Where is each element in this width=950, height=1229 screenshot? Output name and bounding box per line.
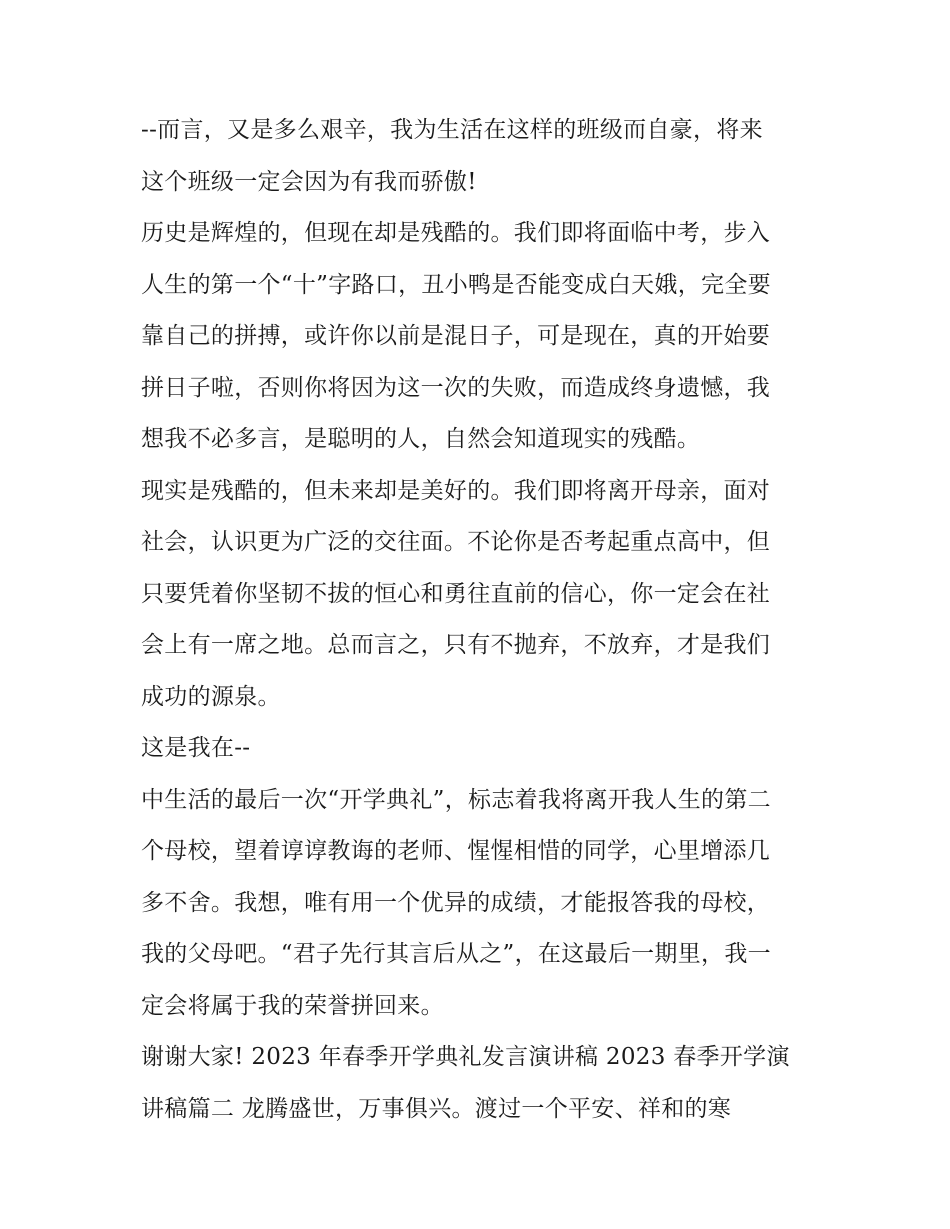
text-line: 谢谢大家! 2023 年春季开学典礼发言演讲稿 2023 春季开学演 bbox=[141, 1044, 790, 1070]
text-line: 只要凭着你坚韧不拔的恒心和勇往直前的信心，你一定会在社 bbox=[141, 580, 771, 607]
text-line: 中生活的最后一次“开学典礼”，标志着我将离开我人生的第二 bbox=[141, 786, 771, 813]
text-line: --而言，又是多么艰辛，我为生活在这样的班级而自豪，将来 bbox=[141, 117, 763, 143]
text-line: 靠自己的拼搏，或许你以前是混日子，可是现在，真的开始要 bbox=[141, 323, 771, 349]
text-line: 这个班级一定会因为有我而骄傲! bbox=[141, 168, 477, 195]
text-line: 讲稿篇二 龙腾盛世，万事俱兴。渡过一个平安、祥和的寒 bbox=[141, 1095, 732, 1122]
text-line: 社会，认识更为广泛的交往面。不论你是否考起重点高中，但 bbox=[141, 529, 771, 555]
text-line: 会上有一席之地。总而言之，只有不抛弃，不放弃，才是我们 bbox=[141, 632, 771, 658]
document-body bbox=[141, 105, 821, 1135]
text-line: 定会将属于我的荣誉拼回来。 bbox=[141, 992, 444, 1019]
text-line: 多不舍。我想，唯有用一个优异的成绩，才能报答我的母校， bbox=[141, 889, 771, 916]
text-line: 人生的第一个“十”字路口，丑小鸭是否能变成白天娥，完全要 bbox=[141, 271, 771, 298]
text-line: 个母校，望着谆谆教诲的老师、惺惺相惜的同学，心里增添几 bbox=[141, 838, 771, 864]
text-line: 现实是残酷的，但未来却是美好的。我们即将离开母亲，面对 bbox=[141, 477, 771, 504]
text-line: 想我不必多言，是聪明的人，自然会知道现实的残酷。 bbox=[141, 426, 701, 452]
text-line: 这是我在-- bbox=[141, 735, 251, 761]
text-line: 历史是辉煌的，但现在却是残酷的。我们即将面临中考，步入 bbox=[141, 220, 771, 246]
text-line: 拼日子啦，否则你将因为这一次的失败，而造成终身遗憾，我 bbox=[141, 374, 771, 401]
text-line: 我的父母吧。“君子先行其言后从之”，在这最后一期里，我一 bbox=[141, 941, 771, 967]
text-line: 成功的源泉。 bbox=[141, 683, 281, 710]
